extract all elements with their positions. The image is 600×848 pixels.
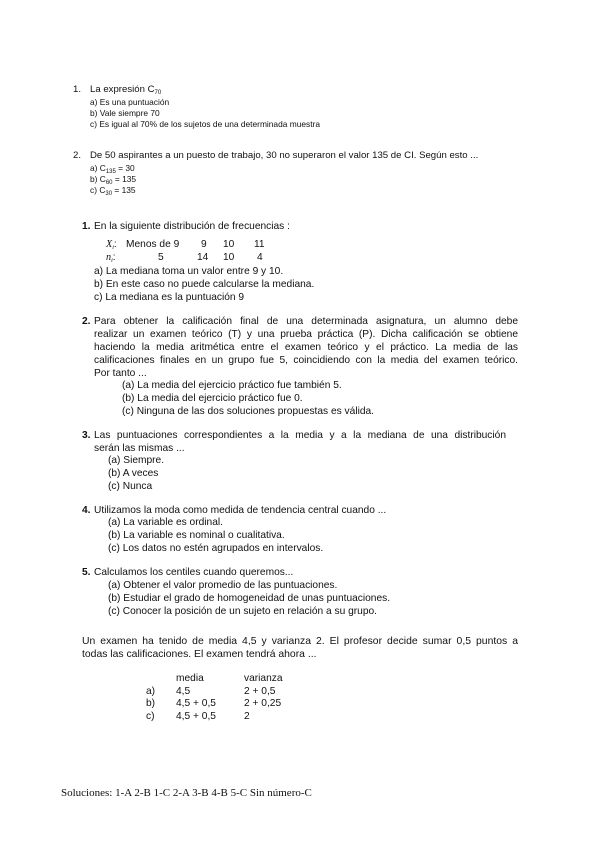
s2-q1-option-b: b) En este caso no puede calcularse la mediana. [94,279,315,290]
s2-q4-option-a: (a) La variable es ordinal. [108,517,223,528]
s2-q1-option-c: c) La mediana es la puntuación 9 [94,292,245,303]
s2-q2-stem-line: calificaciones finales en un grupo fue 5, coincidiendo con la media del examen teórico. [94,355,518,366]
q2-option-b: b) $C_{60} = 135$ [90,174,137,186]
s2-q2-option-a: (a) La media del ejercicio práctico fue también 5. [122,380,342,391]
s2-q2-number: 2. [82,316,91,327]
s2-q3-option-a: (a) Siempre. [108,455,165,466]
freq-xi-3: 11 [254,239,265,250]
s2-q3-stem-line: serán las mismas ... [94,443,185,454]
s2-q3-number: 3. [82,430,91,441]
s2-q3-option-b: (b) A veces [108,468,159,479]
freq-ni-label: $n_i$: [106,252,116,264]
freq-xi-0: Menos de 9 [126,239,180,250]
freq-ni-0: 5 [158,252,164,263]
un-row-letter: a) [146,686,156,697]
freq-xi-label: $X_i$: [106,239,117,251]
q1-option-c: c) Es igual al 70% de los sujetos de una determinada muestra [90,119,320,129]
un-row-varianza: 2 [244,711,250,722]
s2-q4-option-b: (b) La variable es nominal o cualitativa. [108,530,285,541]
q1-option-b: b) Vale siempre 70 [90,108,160,118]
un-row-letter: b) [146,698,156,709]
s2-q5-option-b: (b) Estudiar el grado de homogeneidad de unas puntuaciones. [108,593,391,604]
s2-q2-option-c: (c) Ninguna de las dos soluciones propuestas es válida. [122,406,375,417]
un-row-varianza: 2 + 0,5 [244,686,276,697]
un-row-media: 4,5 [176,686,191,697]
un-row-varianza: 2 + 0,25 [244,698,282,709]
s2-q4-option-c: (c) Los datos no estén agrupados en intervalos. [108,543,324,554]
q1-stem-text: La expresión C [90,84,155,95]
s2-q4-number: 4. [82,505,91,516]
s2-q2-stem-line: Por tanto ... [94,368,147,379]
s2-q5-stem: Calculamos los centiles cuando queremos... [94,567,294,578]
q1-stem-sub: 70 [154,90,162,96]
freq-xi-2: 10 [223,239,235,250]
un-stem-line: todas las calificaciones. El examen tendrá ahora ... [82,649,317,660]
un-header-varianza: varianza [244,673,283,684]
q2-option-c: c) $C_{30} = 135$ [90,185,136,197]
s2-q5-option-c: (c) Conocer la posición de un sujeto en relación a su grupo. [108,606,377,617]
un-row-media: 4,5 + 0,5 [176,711,216,722]
freq-ni-3: 4 [257,252,263,263]
s2-q2-stem-line: haciendo la media aritmética entre el examen teórico y el práctico. La media de las [94,342,518,353]
un-header-media: media [176,673,204,684]
s2-q2-stem-line: Para obtener la calificación final de una determinada asignatura, un alumno debe [94,316,518,327]
freq-ni-1: 14 [197,252,209,263]
q1-number: 1. [73,84,82,95]
s2-q1-option-a: a) La mediana toma un valor entre 9 y 10. [94,266,284,277]
freq-xi-1: 9 [201,239,207,250]
un-row-media: 4,5 + 0,5 [176,698,216,709]
s2-q5-option-a: (a) Obtener el valor promedio de las puntuaciones. [108,580,338,591]
s2-q1-number: 1. [82,221,91,232]
s2-q4-stem: Utilizamos la moda como medida de tendencia central cuando ... [94,505,387,516]
s2-q1-stem: En la siguiente distribución de frecuencias : [94,221,290,232]
un-row-letter: c) [146,711,155,722]
s2-q3-stem-line: Las puntuaciones correspondientes a la media y a la mediana de una distribución [94,430,506,441]
s2-q2-stem-line: realizar un examen teórico (T) y una prueba práctica (P). Dicha calificación se obtiene [94,329,518,340]
s2-q3-option-c: (c) Nunca [108,481,153,492]
freq-ni-2: 10 [223,252,235,263]
un-stem-line: Un examen ha tenido de media 4,5 y varianza 2. El profesor decide sumar 0,5 puntos a [82,636,518,647]
q2-stem: De 50 aspirantes a un puesto de trabajo, 30 no superaron el valor 135 de CI. Según esto ... [90,150,479,161]
q1-stem [90,84,161,96]
q2-number: 2. [73,150,82,161]
q1-option-a: a) Es una puntuación [90,97,170,107]
q2-option-a: a) $C_{135} = 30$ [90,163,135,175]
s2-q5-number: 5. [82,567,91,578]
solutions-line: Soluciones: 1-A 2-B 1-C 2-A 3-B 4-B 5-C Sin número-C [61,787,312,799]
s2-q2-option-b: (b) La media del ejercicio práctico fue 0. [122,393,303,404]
